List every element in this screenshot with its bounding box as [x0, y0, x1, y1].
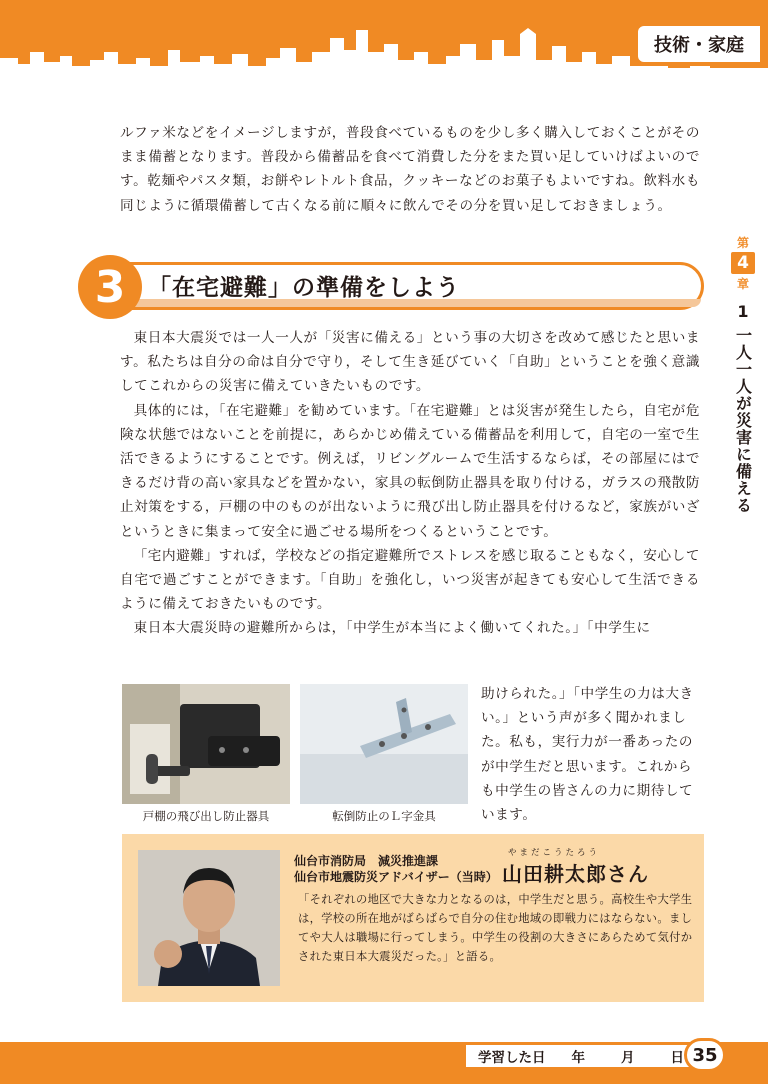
page-number: 35 [684, 1038, 726, 1072]
section-heading [78, 255, 704, 319]
subject-tab: 技術・家庭 [634, 22, 760, 66]
photo-l-bracket [300, 684, 468, 804]
chapter-side-tab [728, 234, 758, 514]
body-paragraph: 東日本大震災では一人一人が「災害に備える」という事の大切さを改めて感じたと思います。私たちは自分の命は自分で守り，そして生き延びていく「自助」ということを強く意識してこれからの災害に備えていきたいものです。 [120, 330, 700, 395]
section-number-circle: 3 [78, 255, 142, 319]
profile-name: 山田耕太郎さん [502, 862, 649, 886]
chapter-prefix: 第 [736, 236, 749, 250]
portrait-photo [138, 850, 280, 986]
section-title: 「在宅避難」の準備をしよう [148, 275, 460, 301]
study-day-label: 日 [670, 1050, 684, 1066]
profile-name-block [502, 846, 649, 887]
body-paragraph: 「宅内避難」すれば，学校などの指定避難所でストレスを感じ取ることもなく，安心して自宅で過ごすことができます。「自助」を強化し，いつ災害が起きても安心して生活できるように備えておきたいものです。 [120, 547, 700, 613]
body-text [120, 326, 700, 641]
study-date-box [464, 1043, 700, 1069]
section-number: 1 [737, 302, 749, 321]
intro-paragraph [120, 121, 700, 218]
body-paragraph: 東日本大震災時の避難所からは，「中学生が本当によく働いてくれた。」「中学生に [133, 620, 651, 637]
wrap-paragraph: 助けられた。」「中学生の力は大きい。」という声が多く聞かれました。私も，実行力が一番あったのが中学生だと思います。これからも中学生の皆さんの力に期待しています。 [481, 686, 694, 824]
study-date-label: 学習した日 [478, 1050, 546, 1066]
profile-org-line2: 仙台市地震防災アドバイザー（当時） [294, 870, 498, 884]
intro-text: ルファ米などをイメージしますが，普段食べているものを少し多く購入しておくことがそのまま備蓄となります。普段から備蓄品を食べて消費した分をまた買い足していけばよいのです。乾麺やパスタ類，お餅やレトルト食品，クッキーなどのお菓子もよいですね。飲料水も同じように循環備蓄して古くなる前に順々に飲んでその分を買い足しておきましょう。 [120, 125, 700, 214]
study-year-label: 年 [571, 1050, 585, 1066]
body-paragraph: 具体的には，「在宅避難」を勧めています。「在宅避難」とは災害が発生したら，自宅が危険な状態ではないことを前提に，あらかじめ備えている備蓄品を利用して，自宅の一室で生活できるようにすることです。例えば，リビングルームで生活するならば，その部屋にはできるだけ背の高い家具などを置かない，家具の転倒防止器具を取り付ける，ガラスの飛散防止対策をする，戸棚の中のものが出ないように飛び出し防止器具を付けるなど，家族がいざというときに集まって安全に過ごせる場所をつくるということです。 [120, 402, 700, 540]
chapter-number: 4 [731, 252, 755, 274]
profile-box [122, 834, 704, 1002]
photo-caption-bracket: 転倒防止のＬ字金具 [332, 809, 436, 823]
study-month-label: 月 [621, 1050, 635, 1066]
chapter-title-vertical: 一人一人が災害に備える [733, 327, 753, 514]
photo-cabinet-latch [122, 684, 290, 804]
chapter-suffix: 章 [736, 277, 749, 291]
profile-name-ruby: やまだこうたろう [508, 848, 601, 858]
profile-org-line1: 仙台市消防局 減災推進課 [294, 854, 439, 868]
photo-caption-cabinet: 戸棚の飛び出し防止器具 [142, 809, 270, 823]
profile-quote: 「それぞれの地区で大きな力となるのは，中学生だと思う。高校生や大学生は，学校の所在地がばらばらで自分の住む地域の即戦力にはならない。ましてや大人は職場に行ってしまう。中学生の役割の大きさにあらためて気付かされた東日本大震災だった。」と語る。 [298, 893, 693, 963]
